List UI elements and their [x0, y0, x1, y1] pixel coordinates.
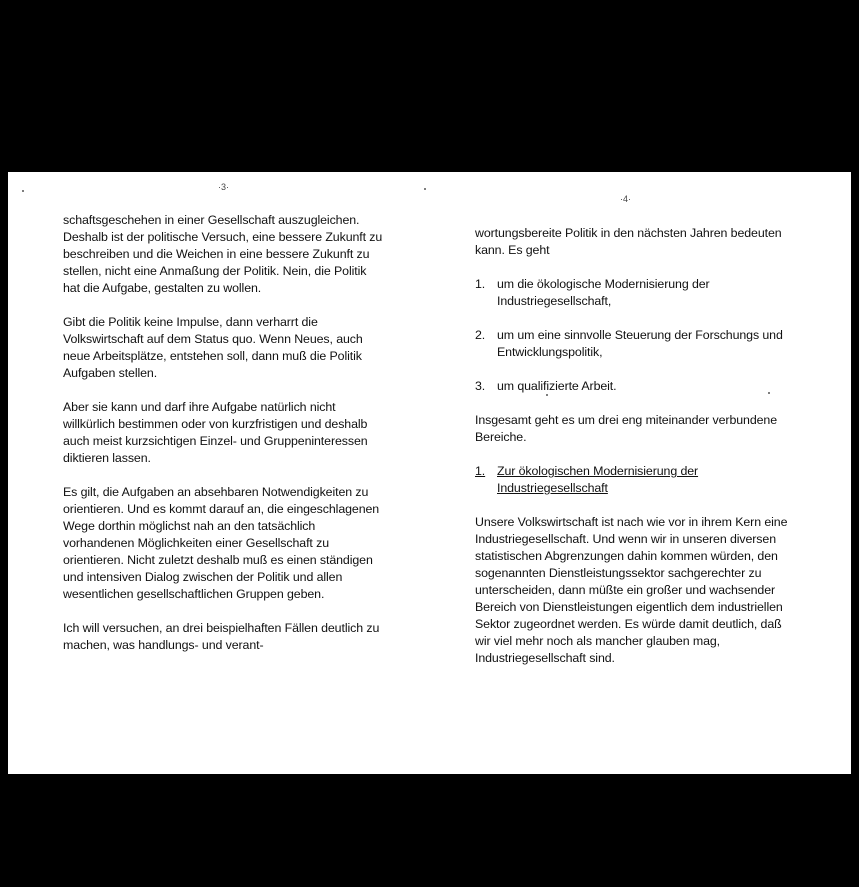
right-page-body	[475, 225, 795, 667]
scan-speck	[424, 188, 426, 190]
list-number: 3.	[475, 379, 486, 393]
right-intro: wortungsbereite Politik in den nächsten Jahren bedeuten kann. Es geht	[475, 226, 782, 257]
left-paragraph-4: Es gilt, die Aufgaben an absehbaren Notwendigkeiten zu orientieren. Und es kommt darauf an, die eingeschlagenen Wege dorthin möglichst nah an den tatsächlich vorhandenen Möglichkeiten einer Gesellschaft zu orientieren. Nicht zuletzt deshalb muß es einen ständigen und intensiven Dialog zwischen der Politik und allen wesentlichen gesellschaftlichen Gruppen geben.	[63, 485, 380, 601]
right-body-paragraph: Unsere Volkswirtschaft ist nach wie vor in ihrem Kern eine Industriegesellschaft. Und wenn wir in unseren diversen statistischen Abgrenzungen dahin kommen würden, den sogenannten Dienstleistungssektor sachgerechter zu unterscheiden, dann müßte ein großer und wachsender Bereich von Dienstleistungen eigentlich dem industriellen Sektor zugeordnet werden. Es würde damit deutlich, daß wir viel mehr noch als mancher glauben mag, Industriegesellschaft sind.	[475, 515, 788, 665]
right-page-number: ·4·	[620, 194, 632, 204]
left-paragraph-5: Ich will versuchen, an drei beispielhaften Fällen deutlich zu machen, was handlungs- und verant-	[63, 621, 380, 652]
list-item	[475, 327, 795, 361]
right-summary: Insgesamt geht es um drei eng miteinander verbundene Bereiche.	[475, 413, 778, 444]
scan-speck	[22, 190, 24, 192]
section-heading-number: 1.	[475, 464, 486, 478]
left-page-number: ·3·	[218, 182, 230, 192]
left-page-body	[63, 212, 383, 654]
list-item	[475, 378, 795, 395]
scanned-document-spread	[8, 172, 851, 774]
section-heading-text: Zur ökologischen Modernisierung der Industriegesellschaft	[497, 464, 699, 495]
list-number: 1.	[475, 277, 486, 291]
list-text: um um eine sinnvolle Steuerung der Forschungs und Entwicklungspolitik,	[497, 328, 783, 359]
list-text: um qualifizierte Arbeit.	[497, 379, 617, 393]
left-paragraph-2: Gibt die Politik keine Impulse, dann verharrt die Volkswirtschaft auf dem Status quo. Wenn Neues, auch neue Arbeitsplätze, entstehen soll, dann muß die Politik Aufgaben stellen.	[63, 315, 363, 380]
left-paragraph-1: schaftsgeschehen in einer Gesellschaft auszugleichen. Deshalb ist der politische Versuch, eine bessere Zukunft zu beschreiben und die Weichen in eine bessere Zukunft zu stellen, nicht eine Anmaßung der Politik. Nein, die Politik hat die Aufgabe, gestalten zu wollen.	[63, 213, 383, 295]
left-paragraph-3: Aber sie kann und darf ihre Aufgabe natürlich nicht willkürlich bestimmen oder von kurzfristigen und deshalb auch meist kurzsichtigen Einzel- und Gruppeninteressen diktieren lassen.	[63, 400, 368, 465]
list-item	[475, 276, 795, 310]
section-heading	[475, 463, 795, 497]
list-number: 2.	[475, 328, 486, 342]
list-text: um die ökologische Modernisierung der Industriegesellschaft,	[497, 277, 710, 308]
